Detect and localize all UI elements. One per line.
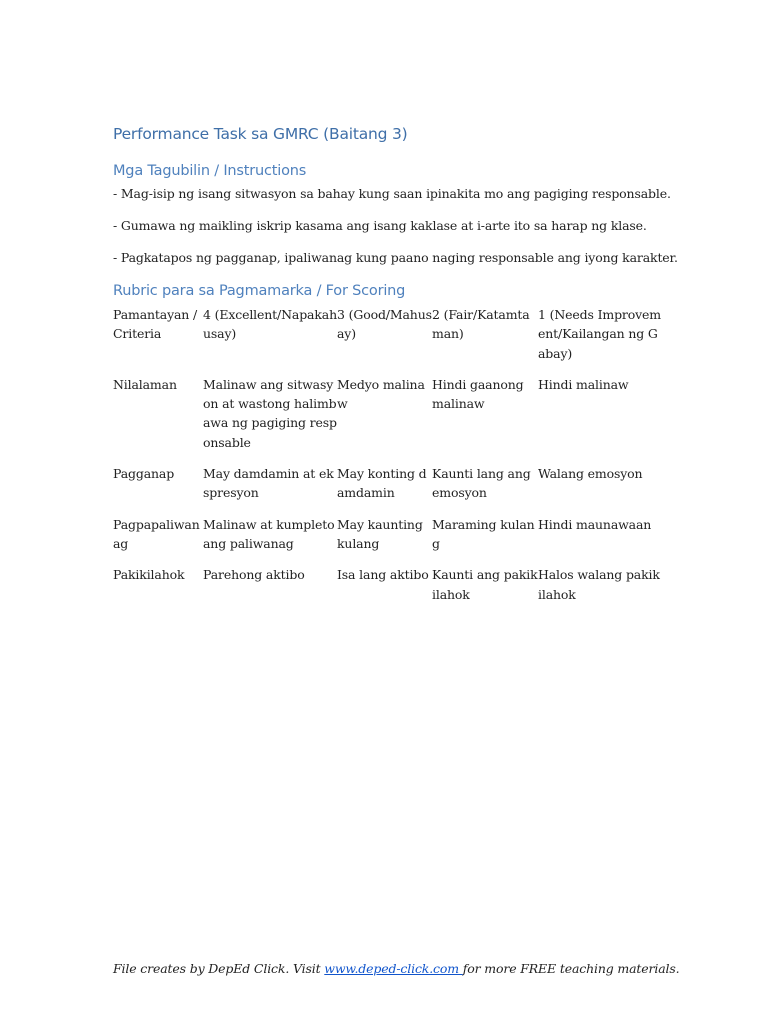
instruction-item: - Mag-isip ng isang sitwasyon sa bahay kung saan ipinakita mo ang pagiging responsable. [113, 186, 671, 201]
table-cell: Pagganap [113, 466, 175, 482]
table-cell: Hindi malinaw [538, 376, 629, 392]
table-row [113, 464, 662, 515]
footer-text: for more FREE teaching materials. [462, 961, 680, 976]
instruction-item: - Pagkatapos ng pagganap, ipaliwanag kung paano naging responsable ang iyong karakter. [113, 250, 678, 265]
instruction-item: - Gumawa ng maikling iskrip kasama ang isang kaklase at i-arte ito sa harap ng klase. [113, 218, 647, 233]
table-cell: Kaunti lang ang emosyon [432, 466, 531, 501]
table-row [113, 375, 662, 464]
table-cell: Malinaw ang sitwasyon at wastong halimbawa ng pagiging responsable [203, 376, 337, 450]
header-cell: 3 (Good/Mahusay) [337, 307, 432, 342]
header-cell: 2 (Fair/Katamtaman) [432, 307, 530, 342]
table-row [113, 515, 662, 566]
table-cell: Hindi maunawaan [538, 516, 652, 532]
table-cell: Pagpapaliwanag [113, 516, 200, 551]
page-title: Performance Task sa GMRC (Baitang 3) [113, 125, 408, 143]
table-cell: May konting damdamin [337, 466, 427, 501]
footer-note [113, 961, 679, 976]
table-cell: Nilalaman [113, 376, 177, 392]
rubric-header-row [113, 305, 662, 375]
table-cell: Malinaw at kumpleto ang paliwanag [203, 516, 335, 551]
rubric-table [113, 305, 662, 604]
rubric-heading: Rubric para sa Pagmamarka / For Scoring [113, 283, 406, 299]
table-cell: Kaunti ang pakikilahok [432, 567, 538, 602]
table-cell: Hindi gaanong malinaw [432, 376, 524, 412]
table-row [113, 565, 662, 604]
header-cell: Pamantayan / Criteria [113, 307, 198, 342]
footer-link[interactable]: www.deped-click.com [324, 961, 463, 976]
table-cell: Maraming kulang [432, 516, 535, 551]
footer-text: File creates by DepEd Click. Visit [113, 961, 325, 976]
instructions-heading: Mga Tagubilin / Instructions [113, 163, 307, 179]
table-cell: Walang emosyon [538, 466, 643, 482]
table-cell: Pakikilahok [113, 567, 185, 583]
table-cell: May damdamin at ekspresyon [203, 466, 334, 501]
table-cell: Isa lang aktibo [337, 567, 429, 583]
table-cell: Halos walang pakikilahok [538, 567, 660, 602]
table-cell: Parehong aktibo [203, 567, 305, 583]
table-cell: Medyo malinaw [337, 376, 425, 412]
table-cell: May kaunting kulang [337, 516, 423, 551]
header-cell: 4 (Excellent/Napakahusay) [203, 307, 337, 342]
header-cell: 1 (Needs Improvement/Kailangan ng Gabay) [538, 307, 661, 361]
